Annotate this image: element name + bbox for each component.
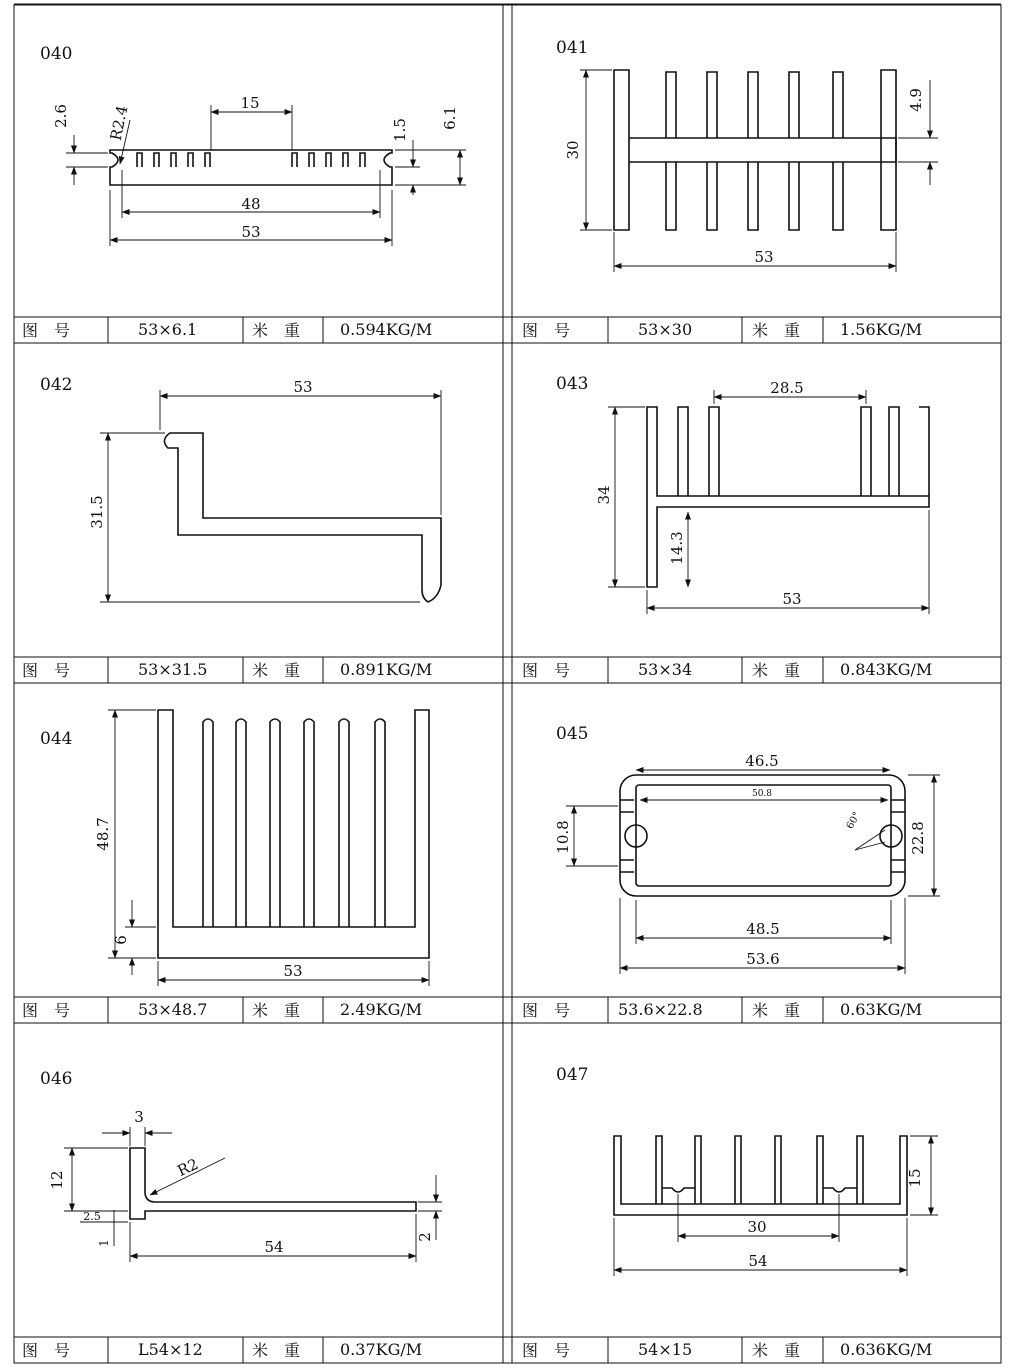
dim-inner: 48 (241, 195, 261, 213)
dim-base: 1.5 (391, 118, 409, 142)
dim-height: 6.1 (441, 106, 459, 130)
dim-web: 4.9 (907, 88, 925, 112)
weight-value: 1.56KG/M (840, 320, 923, 339)
dim-height: 22.8 (909, 821, 927, 855)
dim-width: 53 (283, 962, 303, 980)
figure-no-label: 图 号 (22, 1001, 71, 1020)
title-bar-046 (22, 1340, 422, 1360)
figure-value: 53×48.7 (138, 1000, 208, 1019)
dim-height: 48.7 (94, 817, 112, 851)
profile-outline (164, 433, 441, 602)
dim-offset: 14.3 (668, 531, 686, 565)
figure-no-label: 图 号 (22, 321, 71, 340)
weight-value: 0.843KG/M (840, 660, 933, 679)
dim-foot: 2.5 (83, 1210, 101, 1223)
dim-width: 53 (293, 378, 313, 396)
dim-width: 53 (782, 590, 802, 608)
dim-length: 54 (264, 1238, 284, 1256)
figure-value: 53×30 (638, 320, 693, 339)
dim-height: 12 (48, 1170, 66, 1190)
profile-044 (40, 710, 429, 986)
dim-height: 30 (564, 140, 582, 160)
dim-slot: 2.6 (52, 104, 70, 128)
weight-label: 米 重 (252, 1001, 301, 1020)
profile-fins (137, 153, 365, 167)
profile-number: 044 (40, 729, 73, 749)
profile-number: 045 (556, 724, 589, 744)
profile-043 (556, 374, 929, 614)
profile-number: 042 (40, 375, 73, 395)
profile-040 (40, 44, 466, 246)
profile-fins (678, 407, 899, 496)
figure-no-label: 图 号 (522, 1001, 571, 1020)
figure-value: 53×34 (638, 660, 693, 679)
profile-046 (40, 1069, 442, 1262)
profile-slots (620, 800, 905, 872)
profile-outline (647, 407, 929, 587)
figure-value: L54×12 (138, 1340, 203, 1359)
profile-web (629, 138, 896, 162)
dim-height: 31.5 (88, 495, 106, 529)
title-bar-044 (22, 1000, 422, 1020)
dim-slot: 10.8 (554, 820, 572, 854)
dim-inner-top: 50.8 (751, 789, 773, 799)
title-bar-041 (522, 320, 922, 340)
profile-042 (40, 375, 441, 602)
profile-fins (656, 1136, 863, 1204)
dimension-lines (608, 390, 929, 614)
profile-right-cap (881, 70, 896, 230)
dimension-lines (580, 70, 938, 272)
figure-no-label: 图 号 (22, 661, 71, 680)
title-bar-047 (522, 1340, 932, 1360)
figure-no-label: 图 号 (22, 1341, 71, 1360)
profile-outline (110, 150, 392, 185)
profile-right-wall (919, 407, 929, 496)
dim-inner: 30 (747, 1218, 767, 1236)
profile-047 (556, 1065, 938, 1276)
dim-width: 54 (748, 1252, 768, 1270)
weight-value: 0.37KG/M (340, 1340, 423, 1359)
dim-width: 53.6 (746, 950, 780, 968)
weight-label: 米 重 (752, 321, 801, 340)
profile-number: 040 (40, 44, 73, 64)
dim-lip: 1 (97, 1239, 111, 1247)
profile-base-plate (614, 70, 629, 230)
figure-value: 53×6.1 (138, 320, 198, 339)
weight-label: 米 重 (752, 1001, 801, 1020)
figure-no-label: 图 号 (522, 1341, 571, 1360)
dim-bottom: 48.5 (746, 920, 780, 938)
weight-label: 米 重 (752, 661, 801, 680)
dim-gap: 15 (240, 94, 260, 112)
dim-angle: 60° (844, 810, 864, 832)
figure-value: 53.6×22.8 (618, 1000, 703, 1019)
dim-thickness: 3 (134, 1108, 144, 1126)
profile-number: 041 (556, 38, 589, 58)
dimension-lines (64, 1127, 442, 1262)
dimension-lines (108, 710, 429, 986)
weight-label: 米 重 (252, 1341, 301, 1360)
dim-width: 53 (754, 248, 774, 266)
title-bar-042 (22, 660, 432, 680)
dim-top: 46.5 (745, 752, 779, 770)
dim-gap: 28.5 (770, 379, 804, 397)
profile-fins (203, 719, 385, 927)
figure-no-label: 图 号 (522, 661, 571, 680)
profile-number: 043 (556, 374, 589, 394)
dim-height: 15 (906, 1168, 924, 1188)
weight-value: 0.636KG/M (840, 1340, 933, 1359)
dim-radius: R2.4 (106, 103, 132, 143)
profile-041 (556, 38, 938, 272)
dim-base: 6 (112, 935, 130, 945)
title-bar-045 (522, 1000, 922, 1020)
dim-radius: R2 (174, 1154, 202, 1181)
profile-number: 047 (556, 1065, 589, 1085)
weight-value: 0.891KG/M (340, 660, 433, 679)
figure-value: 53×31.5 (138, 660, 208, 679)
dim-overall: 53 (241, 223, 261, 241)
weight-label: 米 重 (252, 321, 301, 340)
profile-number: 046 (40, 1069, 73, 1089)
dimension-lines (100, 390, 441, 602)
sheet-grid (14, 4, 1001, 1363)
title-bar-043 (522, 660, 932, 680)
weight-value: 0.63KG/M (840, 1000, 923, 1019)
figure-value: 54×15 (638, 1340, 693, 1359)
figure-no-label: 图 号 (522, 321, 571, 340)
weight-label: 米 重 (752, 1341, 801, 1360)
weight-label: 米 重 (252, 661, 301, 680)
profile-fins (666, 72, 843, 230)
weight-value: 2.49KG/M (340, 1000, 423, 1019)
title-bar-dividers (108, 317, 823, 1363)
dim-height: 34 (595, 485, 613, 505)
profile-045 (554, 724, 940, 974)
profile-outline (158, 710, 429, 958)
weight-value: 0.594KG/M (340, 320, 433, 339)
title-bar-040 (22, 320, 432, 340)
dim-plate: 2 (416, 1232, 434, 1242)
